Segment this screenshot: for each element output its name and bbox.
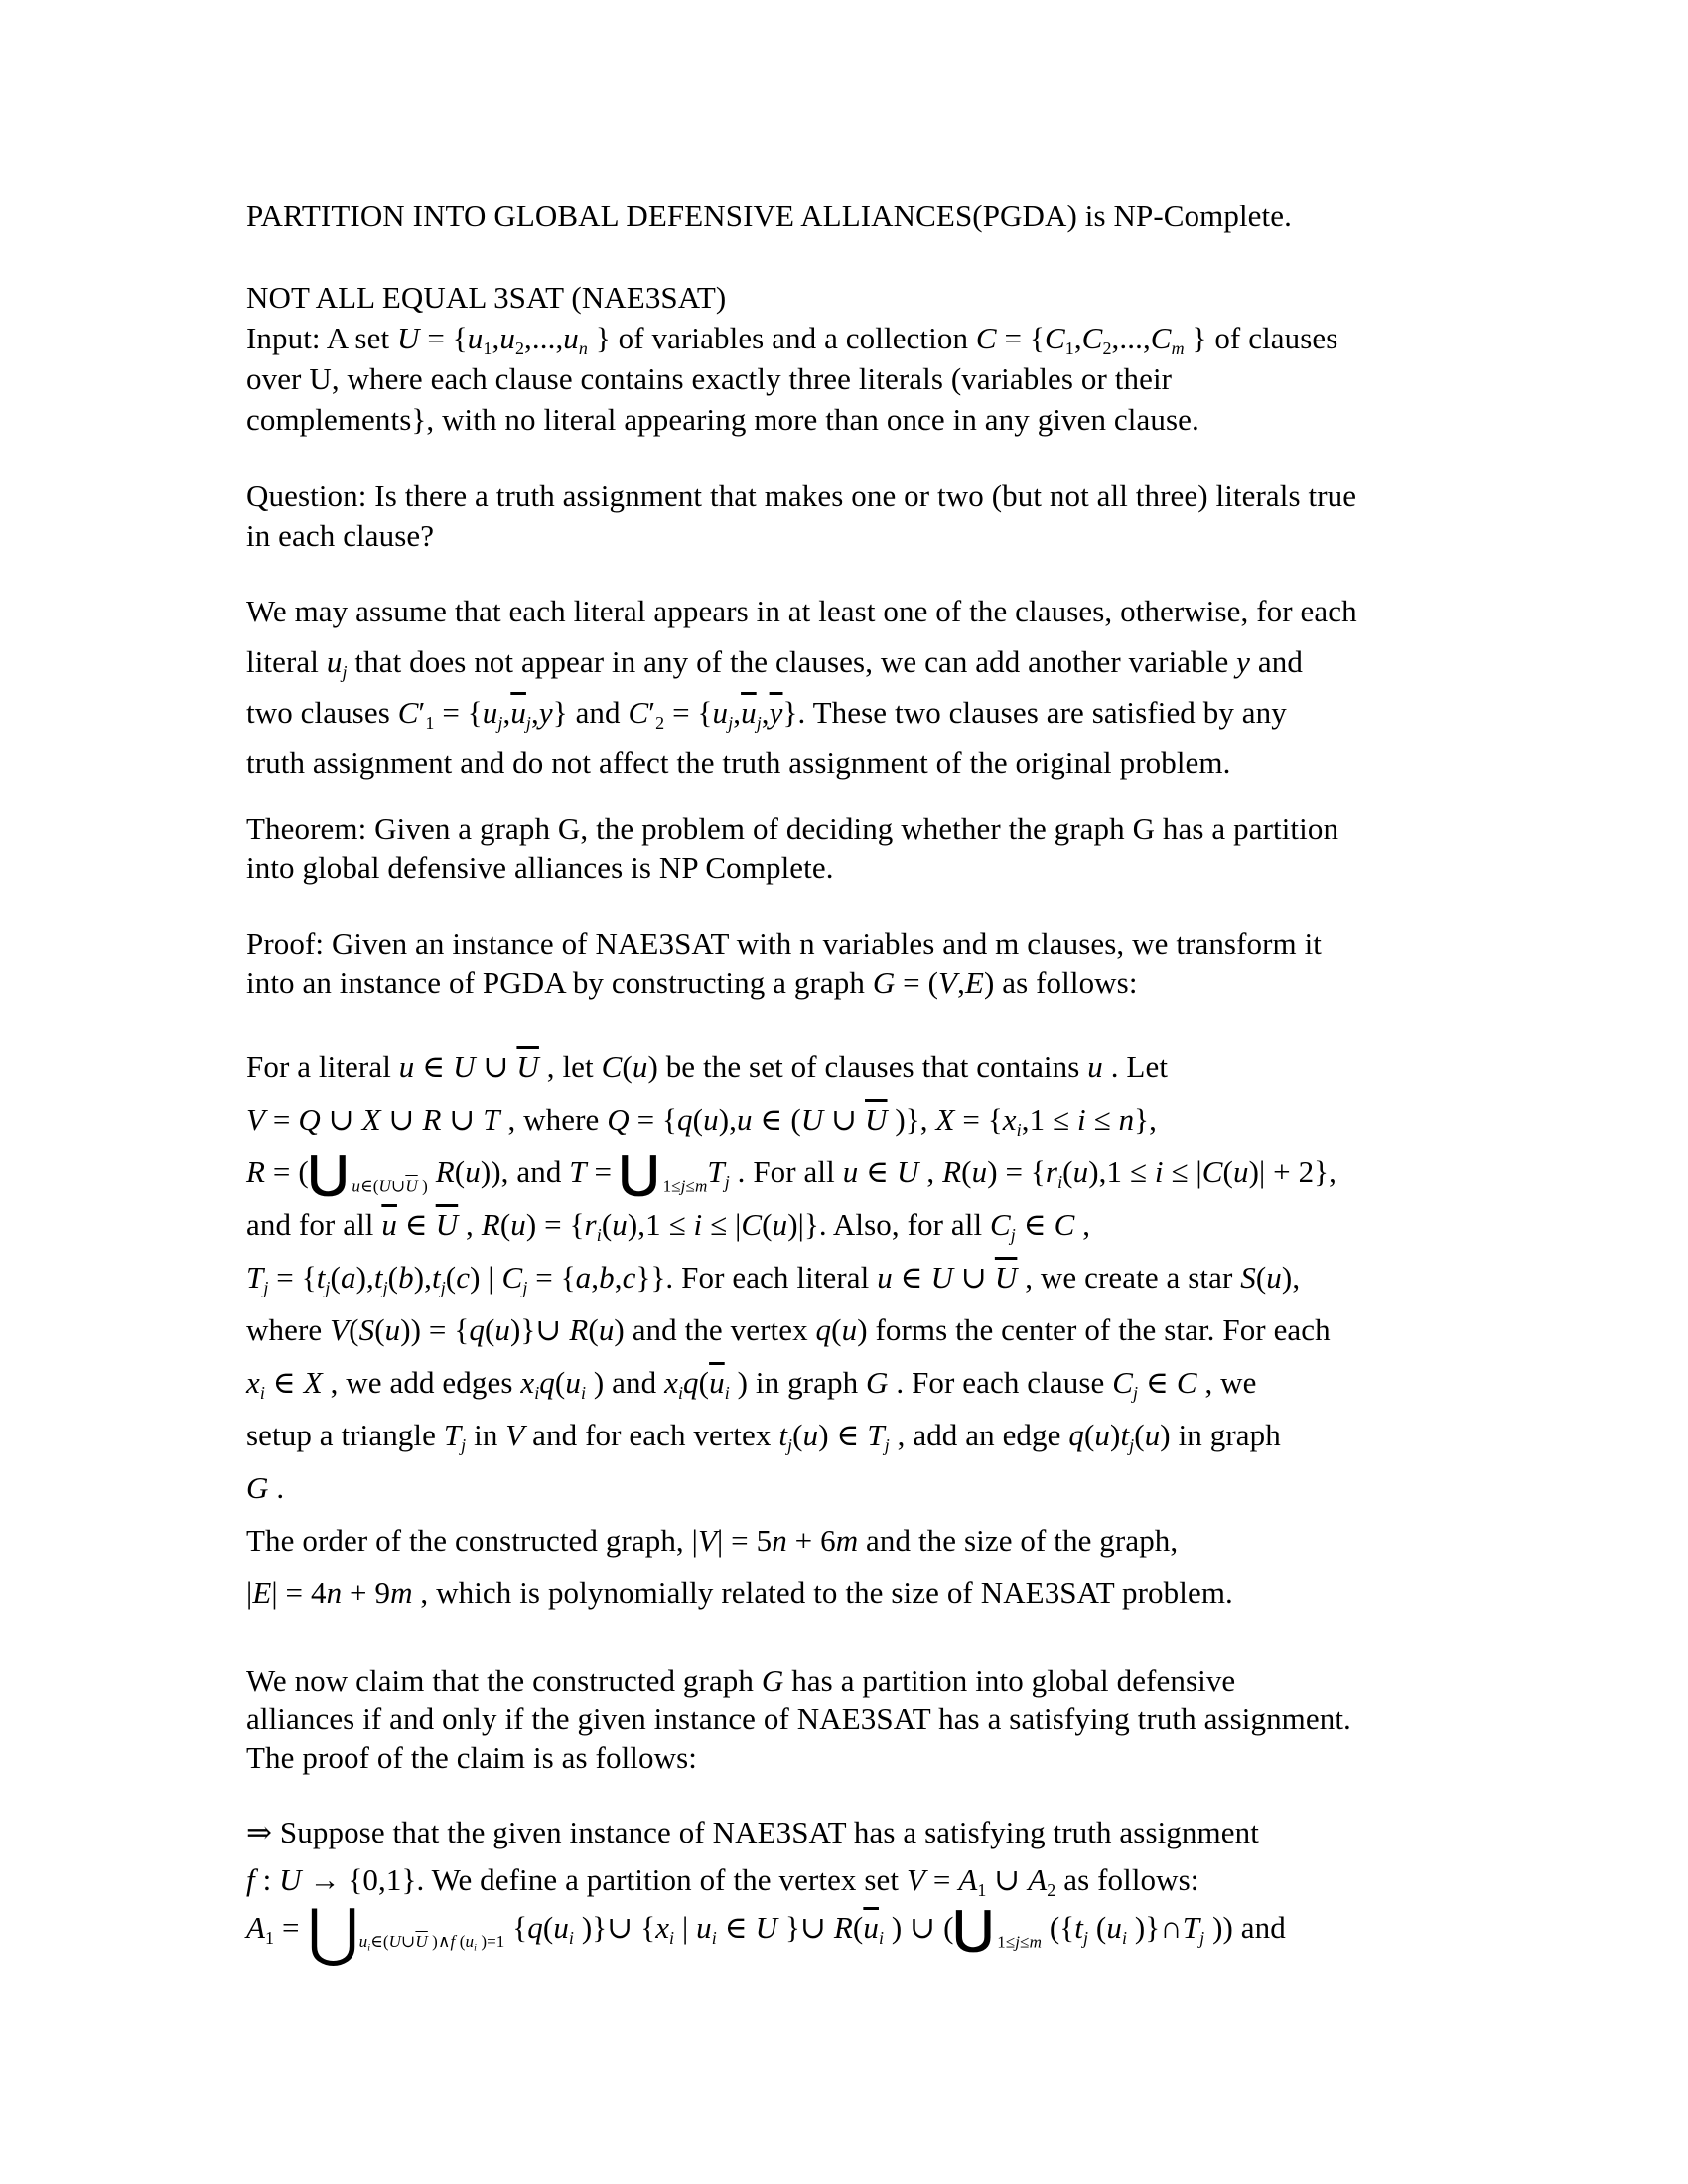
page-title: PARTITION INTO GLOBAL DEFENSIVE ALLIANCES(PGDA) is NP-Complete.: [246, 199, 1292, 233]
paragraph-claim: We now claim that the constructed graph G has a partition into global defensive alliances if and only if the given instance of NAE3SAT has a satisfying truth assignment. The proof of the claim is as follows:: [246, 1663, 1351, 1775]
paragraph-theorem: Theorem: Given a graph G, the problem of deciding whether the graph G has a partition into global defensive alliances is NP Complete.: [246, 811, 1339, 885]
paragraph-question: Question: Is there a truth assignment that makes one or two (but not all three) literals true in each clause?: [246, 478, 1357, 553]
paragraph-proof-intro: Proof: Given an instance of NAE3SAT with n variables and m clauses, we transform it into an instance of PGDA by constructing a graph G = (V,E) as follows:: [246, 926, 1323, 1000]
paragraph-nae3sat-definition: NOT ALL EQUAL 3SAT (NAE3SAT) Input: A set $U = \{u_1,u_2,...,u_n$ } of variables and a collection $C = \{C_1,C_2,...,C_m$ } of clauses over U, where each clause contains exactly three literals (variables or their complements}, with no literal appearing more than once in any given clause.: [246, 280, 1338, 437]
paragraph-graph-construction: For a literal u ∈ U ∪ $\overline{U}$ , let C(u) be the set of clauses that contains u . Let V = Q ∪ X ∪ R ∪ T , where Q = {q(u),u ∈ (U ∪ $\overline{U}$ )}, $X = \{x_i,1 \le i \le n\}$, R = (⋃ $_{u\in(U\cup\overline{U} )}$ R(u)), and T = ⋃ $_{1\le j\le m}T_j$ . For all u ∈ U , $R(u) = \{r_i(u),1 \le i \le |C(u)| + 2\}$, and for all $\overline{u}$ ∈ $\overline{U}$ , $R(u) = \{r_i(u),1 \le i \le |C(u)|\}$. Also, for all $C_j$ ∈ C , $T_j = \{t_j(a),t_j(b),t_j(c)$ | $C_j = \{a,b,c\}$}. For each literal u ∈ U ∪ $\overline{U}$ , we create a star S(u), where V(S(u)) = {q(u)}∪ R(u) and the vertex q(u) forms the center of the star. For each $x_i$ ∈ X , we add edges $x_iq(u_i$ ) and $x_iq(\overline{u}_i$ ) in graph G . For each clause $C_j$ ∈ C , we setup a triangle $T_j$ in V and for each vertex $t_j(u)$ ∈ $T_j$ , add an edge $q(u)t_j(u)$ in graph G . The order of the constructed graph, |V| = 5n + 6m and the size of the graph, |E| = 4n + 9m , which is polynomially related to the size of NAE3SAT problem.: [246, 1049, 1337, 1610]
paragraph-assumption: We may assume that each literal appears in at least one of the clauses, otherwise, for each literal $u_j$ that does not appear in any of the clauses, we can add another variable y and two clauses $C'_1 = \{u_j,\overline{u}_j,y\}$ and $C'_2 = \{u_j,\overline{u}_j,\overline{y}\}$. These two clauses are satisfied by any truth assignment and do not affect the truth assignment of the original problem.: [246, 594, 1357, 780]
paragraph-forward-direction: ⇒ Suppose that the given instance of NAE3SAT has a satisfying truth assignment f : U → {0,1}. We define a partition of the vertex set $V = A_1$ ∪ $A_2$ as follows: $A_1$ = $⋃_{u_i\in(U\cup\overline{U} )\wedge f (u_i )=1}$ {$q(u_i$ )}∪ {$x_i$ | $u_i$ ∈ U }∪ $R(\overline{u}_i$ ) ∪ (⋃ $_{1\le j\le m}$ ({$t_j$ ($u_i$ )}$\cap T_j$ )) and: [246, 1815, 1286, 1969]
